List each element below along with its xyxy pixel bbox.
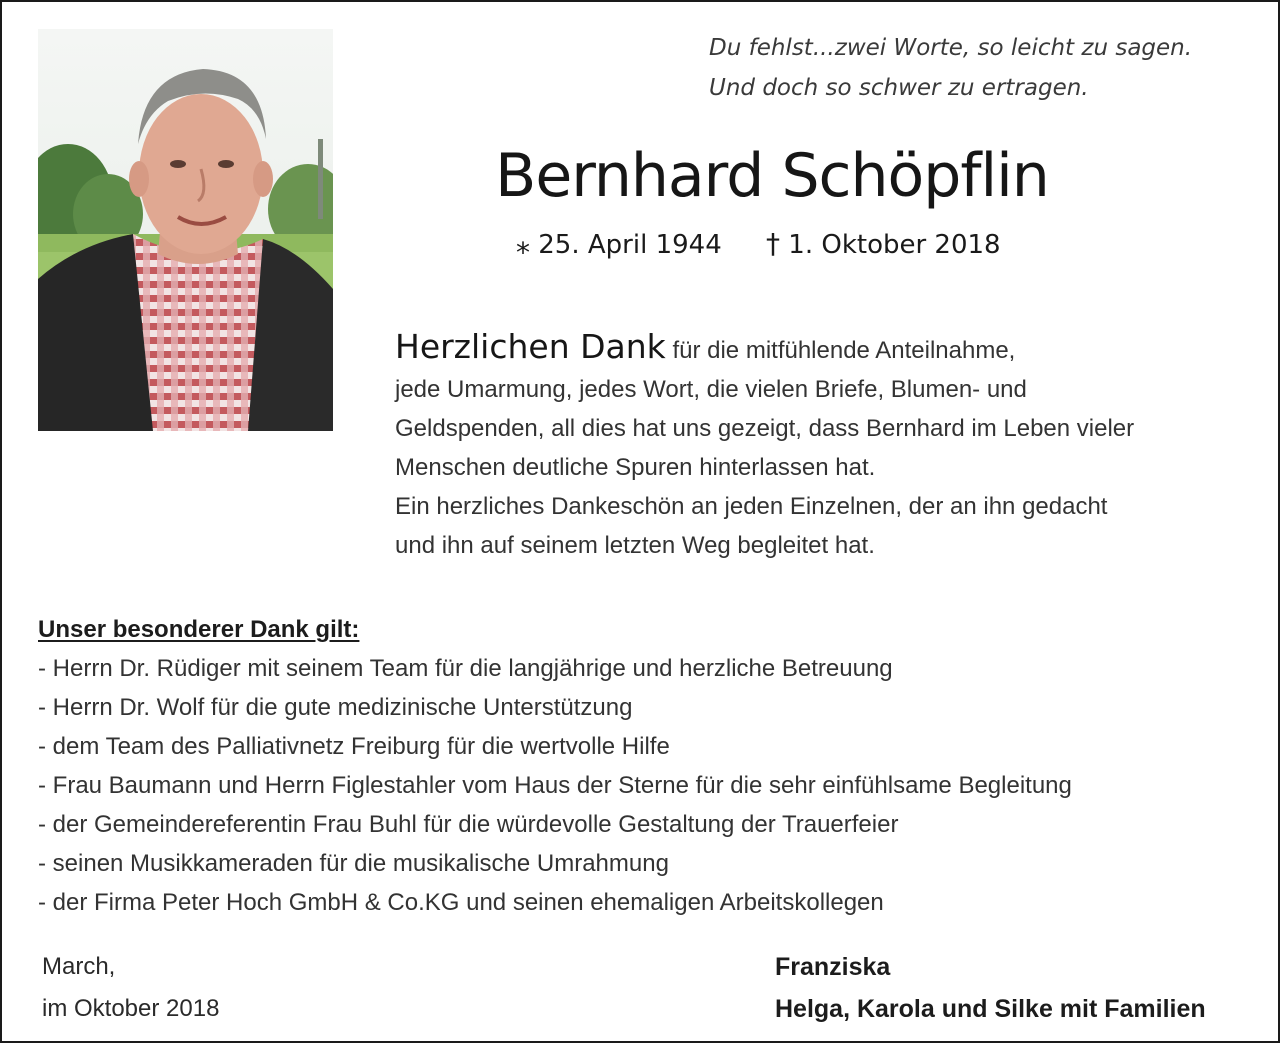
special-thanks-heading: Unser besonderer Dank gilt: bbox=[38, 616, 360, 643]
list-item: - seinen Musikkameraden für die musikalische Umrahmung bbox=[38, 850, 669, 877]
thanks-line: jede Umarmung, jedes Wort, die vielen Briefe, Blumen- und bbox=[395, 376, 1027, 403]
thanks-line: Geldspenden, all dies hat uns gezeigt, dass Bernhard im Leben vieler bbox=[395, 415, 1135, 442]
death-cross-icon: † bbox=[766, 227, 781, 260]
birth-star-icon: ⁎ bbox=[516, 227, 530, 260]
quote-line: Du fehlst...zwei Worte, so leicht zu sagen. bbox=[709, 35, 1193, 61]
list-item: - der Gemeindereferentin Frau Buhl für die würdevolle Gestaltung der Trauerfeier bbox=[38, 811, 899, 838]
thanks-line: Menschen deutliche Spuren hinterlassen hat. bbox=[395, 454, 876, 481]
place-line: March, bbox=[42, 953, 116, 980]
list-item: - Herrn Dr. Rüdiger mit seinem Team für die langjährige und herzliche Betreuung bbox=[38, 655, 893, 682]
quote-line: Und doch so schwer zu ertragen. bbox=[709, 75, 1089, 101]
date-line: im Oktober 2018 bbox=[42, 995, 220, 1022]
list-item: - dem Team des Palliativnetz Freiburg für die wertvolle Hilfe bbox=[38, 733, 670, 760]
list-item: - Frau Baumann und Herrn Figlestahler vom Haus der Sterne für die sehr einfühlsame Begleitung bbox=[38, 772, 1072, 799]
thanks-paragraph bbox=[395, 327, 1275, 565]
thanks-line: Ein herzliches Dankeschön an jeden Einzelnen, der an ihn gedacht bbox=[395, 493, 1108, 520]
signer-line: Franziska bbox=[775, 953, 891, 981]
thanks-line: und ihn auf seinem letzten Weg begleitet hat. bbox=[395, 532, 875, 559]
thanks-text: für die mitfühlende Anteilnahme, bbox=[665, 337, 1016, 364]
portrait-photo bbox=[38, 29, 333, 431]
list-item: - Herrn Dr. Wolf für die gute medizinische Unterstützung bbox=[38, 694, 633, 721]
memorial-quote bbox=[709, 28, 1192, 108]
special-thanks-list bbox=[38, 610, 1273, 922]
signers bbox=[775, 946, 1206, 1030]
birth-date: 25. April 1944 bbox=[538, 230, 722, 260]
thanks-first-line bbox=[395, 327, 1275, 370]
life-dates bbox=[516, 224, 1001, 265]
place-and-date bbox=[42, 946, 219, 1030]
deceased-name: Bernhard Schöpflin bbox=[495, 141, 1049, 211]
signer-line: Helga, Karola und Silke mit Familien bbox=[775, 995, 1206, 1023]
thanks-lead: Herzlichen Dank bbox=[395, 327, 666, 366]
death-date: 1. Oktober 2018 bbox=[788, 230, 1001, 260]
list-item: - der Firma Peter Hoch GmbH & Co.KG und seinen ehemaligen Arbeitskollegen bbox=[38, 889, 884, 916]
